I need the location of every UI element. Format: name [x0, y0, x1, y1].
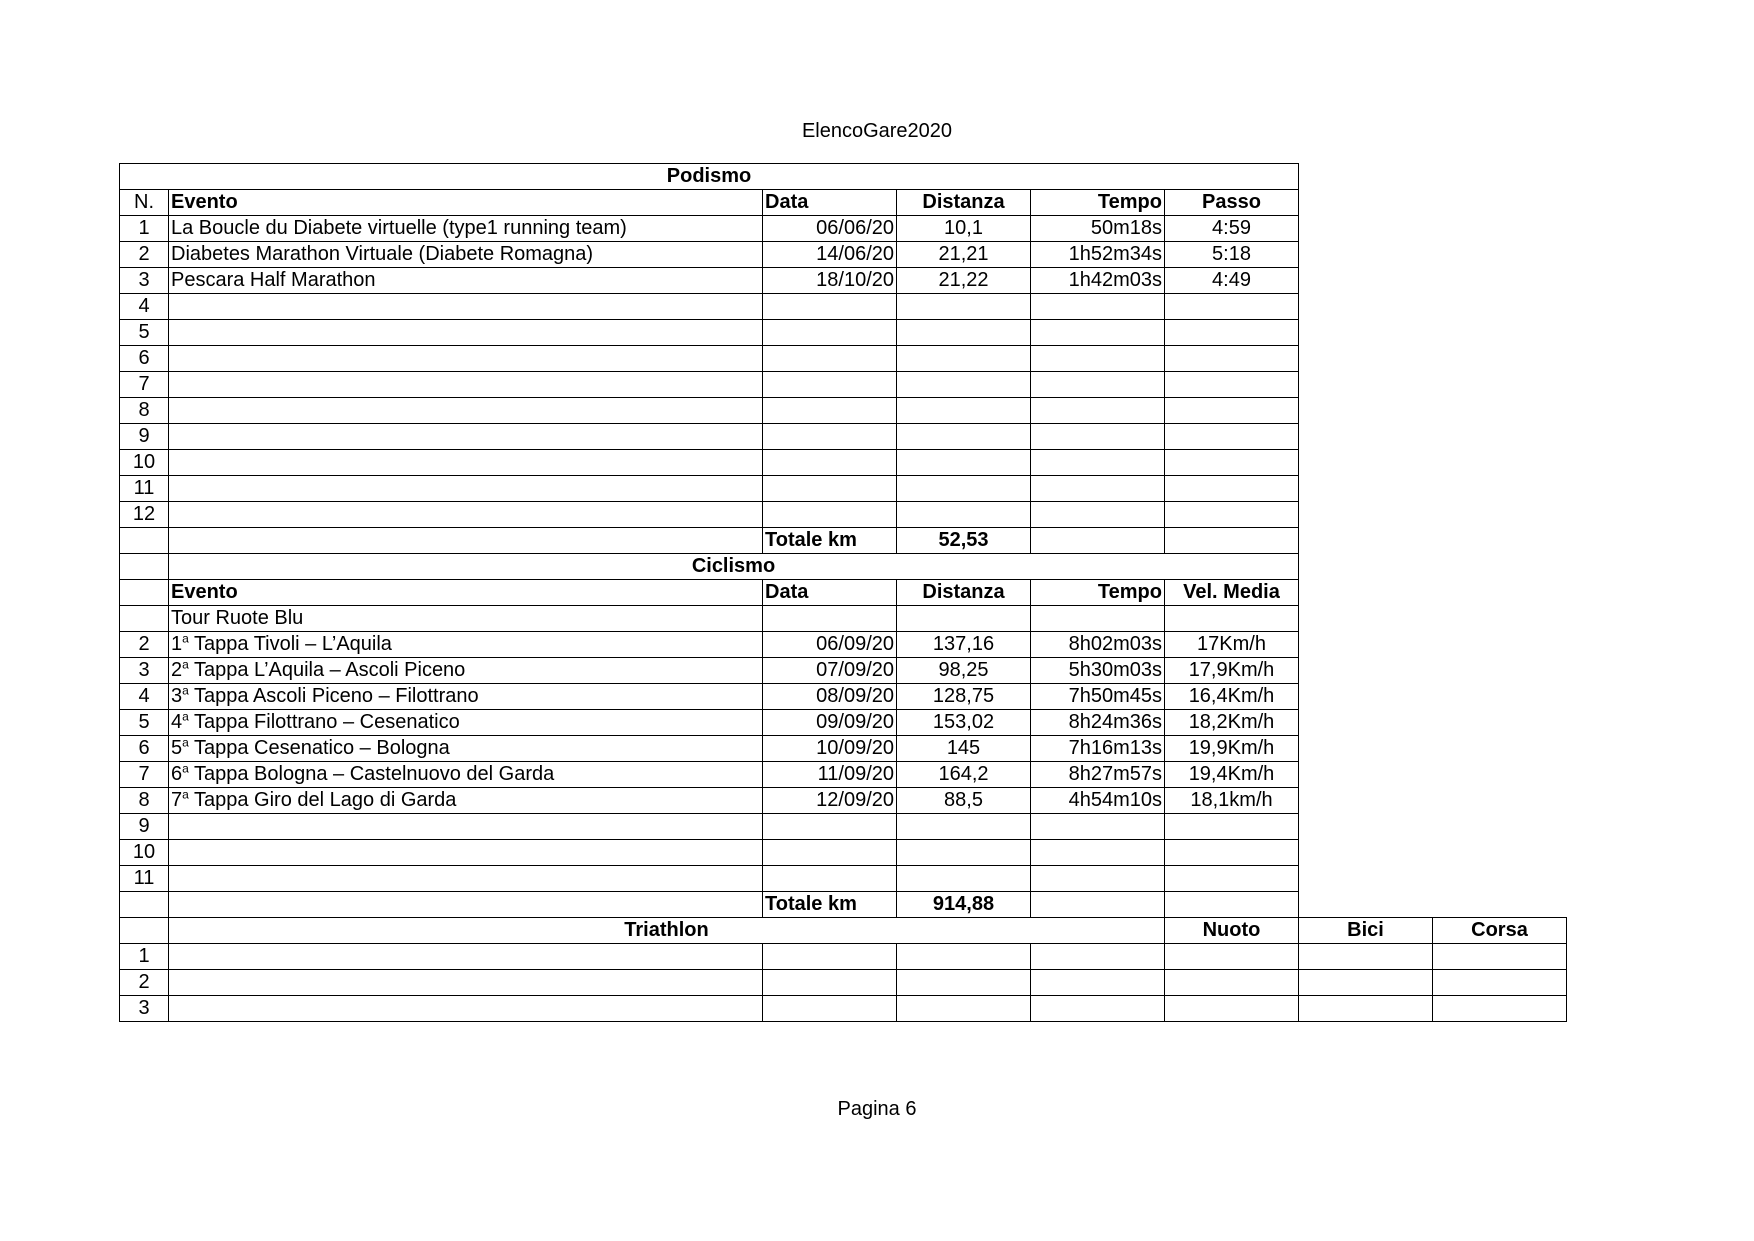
event-date: 10/09/20 — [763, 736, 897, 762]
row-number: 1 — [120, 216, 169, 242]
empty-cell — [169, 528, 763, 554]
row-number: 10 — [120, 450, 169, 476]
event-time — [1031, 372, 1165, 398]
stage-ordinal: a — [182, 683, 189, 698]
event-time — [1031, 450, 1165, 476]
empty-cell — [120, 528, 169, 554]
stage-route: Tappa Bologna – Castelnuovo del Garda — [188, 763, 555, 785]
event-time: 50m18s — [1031, 216, 1165, 242]
table-row — [120, 450, 1567, 476]
stage-route: Tappa Tivoli – L’Aquila — [188, 633, 392, 655]
event-date — [763, 346, 897, 372]
table-row — [120, 346, 1567, 372]
header-tempo: Tempo — [1031, 580, 1165, 606]
table-row — [120, 632, 1567, 658]
event-pace — [1165, 398, 1299, 424]
empty-cell — [1031, 970, 1165, 996]
stage-number: 5 — [171, 737, 183, 759]
table-row — [120, 788, 1567, 814]
stage-number: 1 — [171, 633, 183, 655]
event-pace — [1165, 502, 1299, 528]
table-row — [120, 736, 1567, 762]
event-name — [169, 372, 763, 398]
stage-route: Tappa Ascoli Piceno – Filottrano — [188, 685, 479, 707]
table-row — [120, 268, 1567, 294]
row-number: 4 — [120, 294, 169, 320]
event-pace: 4:49 — [1165, 268, 1299, 294]
event-date: 06/06/20 — [763, 216, 897, 242]
empty-cell — [763, 996, 897, 1022]
event-distance — [897, 398, 1031, 424]
event-date — [763, 840, 897, 866]
header-evento: Evento — [169, 580, 763, 606]
stage-number: 2 — [171, 659, 183, 681]
ciclismo-title-row — [120, 554, 1567, 580]
event-pace — [1165, 294, 1299, 320]
table-row — [120, 944, 1567, 970]
total-value: 914,88 — [897, 892, 1031, 918]
event-time — [1031, 476, 1165, 502]
event-avg-speed: 19,4Km/h — [1165, 762, 1299, 788]
event-date: 12/09/20 — [763, 788, 897, 814]
podismo-section-title: Podismo — [120, 164, 1299, 190]
table-row — [120, 710, 1567, 736]
row-number: 4 — [120, 684, 169, 710]
races-table — [119, 163, 1567, 1022]
stage-number: 7 — [171, 789, 183, 811]
event-date — [763, 294, 897, 320]
stage-route: Tappa Filottrano – Cesenatico — [188, 711, 460, 733]
event-date — [763, 450, 897, 476]
stage-route: Tappa Giro del Lago di Garda — [188, 789, 457, 811]
event-date — [763, 372, 897, 398]
event-date: 06/09/20 — [763, 632, 897, 658]
event-date — [763, 476, 897, 502]
empty-cell — [120, 918, 169, 944]
stage-number: 3 — [171, 685, 183, 707]
table-row — [120, 658, 1567, 684]
empty-cell — [1165, 892, 1299, 918]
empty-cell — [1165, 528, 1299, 554]
empty-cell — [1433, 996, 1567, 1022]
event-pace — [1165, 372, 1299, 398]
event-time: 8h27m57s — [1031, 762, 1165, 788]
empty-cell — [1299, 216, 1567, 242]
event-time — [1031, 294, 1165, 320]
event-date: 09/09/20 — [763, 710, 897, 736]
empty-cell — [1299, 788, 1567, 814]
empty-cell — [169, 944, 763, 970]
total-value: 52,53 — [897, 528, 1031, 554]
table-row — [120, 840, 1567, 866]
header-distanza: Distanza — [897, 190, 1031, 216]
empty-cell — [1299, 346, 1567, 372]
header-data: Data — [763, 580, 897, 606]
event-date: 11/09/20 — [763, 762, 897, 788]
event-date: 14/06/20 — [763, 242, 897, 268]
event-distance: 128,75 — [897, 684, 1031, 710]
empty-cell — [1299, 294, 1567, 320]
event-name — [169, 684, 763, 710]
row-number: 8 — [120, 398, 169, 424]
empty-cell — [1299, 996, 1433, 1022]
event-time — [1031, 502, 1165, 528]
ciclismo-group-row — [120, 606, 1567, 632]
empty-cell — [1165, 944, 1299, 970]
row-number: 9 — [120, 814, 169, 840]
empty-cell — [1299, 684, 1567, 710]
event-name — [169, 424, 763, 450]
empty-cell — [1299, 476, 1567, 502]
event-pace — [1165, 320, 1299, 346]
event-time — [1031, 320, 1165, 346]
empty-cell — [897, 606, 1031, 632]
empty-cell — [763, 944, 897, 970]
event-pace: 5:18 — [1165, 242, 1299, 268]
event-name — [169, 346, 763, 372]
event-distance — [897, 294, 1031, 320]
empty-cell — [169, 970, 763, 996]
empty-cell — [1299, 736, 1567, 762]
empty-cell — [1299, 632, 1567, 658]
event-time — [1031, 866, 1165, 892]
stage-route: Tappa L’Aquila – Ascoli Piceno — [188, 659, 466, 681]
empty-cell — [1299, 814, 1567, 840]
empty-cell — [1299, 242, 1567, 268]
table-row — [120, 476, 1567, 502]
event-time — [1031, 840, 1165, 866]
empty-cell — [1299, 970, 1433, 996]
event-distance: 164,2 — [897, 762, 1031, 788]
event-time: 5h30m03s — [1031, 658, 1165, 684]
row-number: 2 — [120, 970, 169, 996]
event-avg-speed: 18,1km/h — [1165, 788, 1299, 814]
event-distance: 137,16 — [897, 632, 1031, 658]
event-pace — [1165, 450, 1299, 476]
event-date: 18/10/20 — [763, 268, 897, 294]
event-date: 08/09/20 — [763, 684, 897, 710]
page-number: Pagina 6 — [837, 1098, 917, 1120]
empty-cell — [120, 606, 169, 632]
event-distance — [897, 424, 1031, 450]
event-pace — [1165, 424, 1299, 450]
event-time: 8h24m36s — [1031, 710, 1165, 736]
event-avg-speed: 18,2Km/h — [1165, 710, 1299, 736]
empty-cell — [1299, 840, 1567, 866]
table-row — [120, 294, 1567, 320]
empty-cell — [120, 892, 169, 918]
event-distance — [897, 840, 1031, 866]
event-name — [169, 450, 763, 476]
empty-cell — [1299, 892, 1567, 918]
event-name — [169, 762, 763, 788]
event-name: La Boucle du Diabete virtuelle (type1 running team) — [169, 216, 763, 242]
stage-number: 4 — [171, 711, 183, 733]
empty-cell — [1299, 372, 1567, 398]
row-number: 3 — [120, 268, 169, 294]
row-number: 5 — [120, 320, 169, 346]
event-name — [169, 320, 763, 346]
event-distance: 98,25 — [897, 658, 1031, 684]
stage-ordinal: a — [182, 709, 189, 724]
table-row — [120, 216, 1567, 242]
empty-cell — [120, 554, 169, 580]
header-passo: Passo — [1165, 190, 1299, 216]
empty-cell — [1299, 710, 1567, 736]
event-time: 7h50m45s — [1031, 684, 1165, 710]
row-number: 3 — [120, 996, 169, 1022]
empty-cell — [1165, 606, 1299, 632]
table-row — [120, 398, 1567, 424]
empty-cell — [897, 996, 1031, 1022]
stage-ordinal: a — [182, 735, 189, 750]
document-title: ElencoGare2020 — [801, 120, 953, 142]
stage-ordinal: a — [182, 657, 189, 672]
ciclismo-total-row — [120, 892, 1567, 918]
group-title: Tour Ruote Blu — [169, 606, 763, 632]
row-number: 1 — [120, 944, 169, 970]
event-name — [169, 840, 763, 866]
table-row — [120, 996, 1567, 1022]
row-number: 8 — [120, 788, 169, 814]
event-distance — [897, 346, 1031, 372]
event-avg-speed: 17,9Km/h — [1165, 658, 1299, 684]
empty-cell — [1299, 606, 1567, 632]
header-vel-media: Vel. Media — [1165, 580, 1299, 606]
event-distance: 88,5 — [897, 788, 1031, 814]
empty-cell — [1299, 450, 1567, 476]
event-pace: 4:59 — [1165, 216, 1299, 242]
event-distance — [897, 814, 1031, 840]
empty-cell — [1165, 970, 1299, 996]
table-row — [120, 242, 1567, 268]
row-number: 6 — [120, 346, 169, 372]
header-evento: Evento — [169, 190, 763, 216]
event-date — [763, 320, 897, 346]
event-distance — [897, 866, 1031, 892]
event-name — [169, 736, 763, 762]
row-number: 2 — [120, 242, 169, 268]
empty-cell — [1433, 970, 1567, 996]
event-distance — [897, 372, 1031, 398]
event-distance: 21,22 — [897, 268, 1031, 294]
empty-cell — [169, 996, 763, 1022]
stage-ordinal: a — [182, 631, 189, 646]
empty-cell — [1299, 398, 1567, 424]
event-avg-speed: 16,4Km/h — [1165, 684, 1299, 710]
empty-cell — [763, 606, 897, 632]
empty-cell — [1299, 528, 1567, 554]
event-date: 07/09/20 — [763, 658, 897, 684]
event-pace — [1165, 346, 1299, 372]
table-row — [120, 970, 1567, 996]
event-distance: 21,21 — [897, 242, 1031, 268]
header-tempo: Tempo — [1031, 190, 1165, 216]
event-name — [169, 502, 763, 528]
event-distance: 145 — [897, 736, 1031, 762]
event-pace — [1165, 476, 1299, 502]
header-data: Data — [763, 190, 897, 216]
empty-cell — [169, 892, 763, 918]
event-name — [169, 398, 763, 424]
event-name — [169, 476, 763, 502]
header-bici: Bici — [1299, 918, 1433, 944]
event-date — [763, 814, 897, 840]
event-avg-speed — [1165, 866, 1299, 892]
table-row — [120, 866, 1567, 892]
empty-cell — [1299, 164, 1567, 190]
event-distance — [897, 320, 1031, 346]
empty-cell — [1031, 606, 1165, 632]
table-row — [120, 320, 1567, 346]
event-time: 7h16m13s — [1031, 736, 1165, 762]
event-distance: 10,1 — [897, 216, 1031, 242]
empty-cell — [1299, 866, 1567, 892]
event-avg-speed — [1165, 814, 1299, 840]
empty-cell — [1433, 944, 1567, 970]
empty-cell — [1165, 996, 1299, 1022]
triathlon-header-row — [120, 918, 1567, 944]
stage-ordinal: a — [182, 761, 189, 776]
event-distance — [897, 502, 1031, 528]
stage-route: Tappa Cesenatico – Bologna — [188, 737, 450, 759]
table-row — [120, 424, 1567, 450]
empty-cell — [1031, 528, 1165, 554]
row-number: 3 — [120, 658, 169, 684]
header-corsa: Corsa — [1433, 918, 1567, 944]
event-time: 1h42m03s — [1031, 268, 1165, 294]
row-number: 7 — [120, 762, 169, 788]
row-number: 5 — [120, 710, 169, 736]
table-row — [120, 372, 1567, 398]
row-number: 10 — [120, 840, 169, 866]
table-row — [120, 762, 1567, 788]
event-avg-speed: 19,9Km/h — [1165, 736, 1299, 762]
event-time — [1031, 424, 1165, 450]
event-avg-speed: 17Km/h — [1165, 632, 1299, 658]
event-distance — [897, 450, 1031, 476]
triathlon-section-title: Triathlon — [169, 918, 1165, 944]
event-name — [169, 294, 763, 320]
header-distanza: Distanza — [897, 580, 1031, 606]
podismo-header-row — [120, 190, 1567, 216]
total-label: Totale km — [763, 528, 897, 554]
event-date — [763, 866, 897, 892]
ciclismo-section-title: Ciclismo — [169, 554, 1299, 580]
event-name: Pescara Half Marathon — [169, 268, 763, 294]
row-number: 9 — [120, 424, 169, 450]
event-distance — [897, 476, 1031, 502]
stage-number: 6 — [171, 763, 183, 785]
empty-cell — [1031, 892, 1165, 918]
event-time — [1031, 398, 1165, 424]
total-label: Totale km — [763, 892, 897, 918]
empty-cell — [1299, 554, 1567, 580]
podismo-total-row — [120, 528, 1567, 554]
empty-cell — [763, 970, 897, 996]
event-date — [763, 398, 897, 424]
event-time: 8h02m03s — [1031, 632, 1165, 658]
empty-cell — [1299, 580, 1567, 606]
header-nuoto: Nuoto — [1165, 918, 1299, 944]
header-n: N. — [120, 190, 169, 216]
empty-cell — [1299, 268, 1567, 294]
empty-cell — [1299, 320, 1567, 346]
event-name — [169, 788, 763, 814]
row-number: 11 — [120, 476, 169, 502]
stage-ordinal: a — [182, 787, 189, 802]
event-time — [1031, 346, 1165, 372]
event-time — [1031, 814, 1165, 840]
row-number: 11 — [120, 866, 169, 892]
table-row — [120, 814, 1567, 840]
empty-cell — [1031, 944, 1165, 970]
event-time: 1h52m34s — [1031, 242, 1165, 268]
table-row — [120, 684, 1567, 710]
event-name — [169, 632, 763, 658]
empty-cell — [1299, 424, 1567, 450]
event-distance: 153,02 — [897, 710, 1031, 736]
empty-cell — [1299, 502, 1567, 528]
event-date — [763, 502, 897, 528]
event-name — [169, 814, 763, 840]
empty-cell — [120, 580, 169, 606]
row-number: 6 — [120, 736, 169, 762]
row-number: 12 — [120, 502, 169, 528]
event-name — [169, 710, 763, 736]
event-date — [763, 424, 897, 450]
ciclismo-header-row — [120, 580, 1567, 606]
event-name: Diabetes Marathon Virtuale (Diabete Romagna) — [169, 242, 763, 268]
empty-cell — [1299, 658, 1567, 684]
row-number: 7 — [120, 372, 169, 398]
row-number: 2 — [120, 632, 169, 658]
event-name — [169, 866, 763, 892]
event-name — [169, 658, 763, 684]
event-avg-speed — [1165, 840, 1299, 866]
event-time: 4h54m10s — [1031, 788, 1165, 814]
table-row — [120, 502, 1567, 528]
empty-cell — [1031, 996, 1165, 1022]
empty-cell — [897, 970, 1031, 996]
empty-cell — [1299, 190, 1567, 216]
empty-cell — [897, 944, 1031, 970]
empty-cell — [1299, 944, 1433, 970]
empty-cell — [1299, 762, 1567, 788]
podismo-title-row — [120, 164, 1567, 190]
